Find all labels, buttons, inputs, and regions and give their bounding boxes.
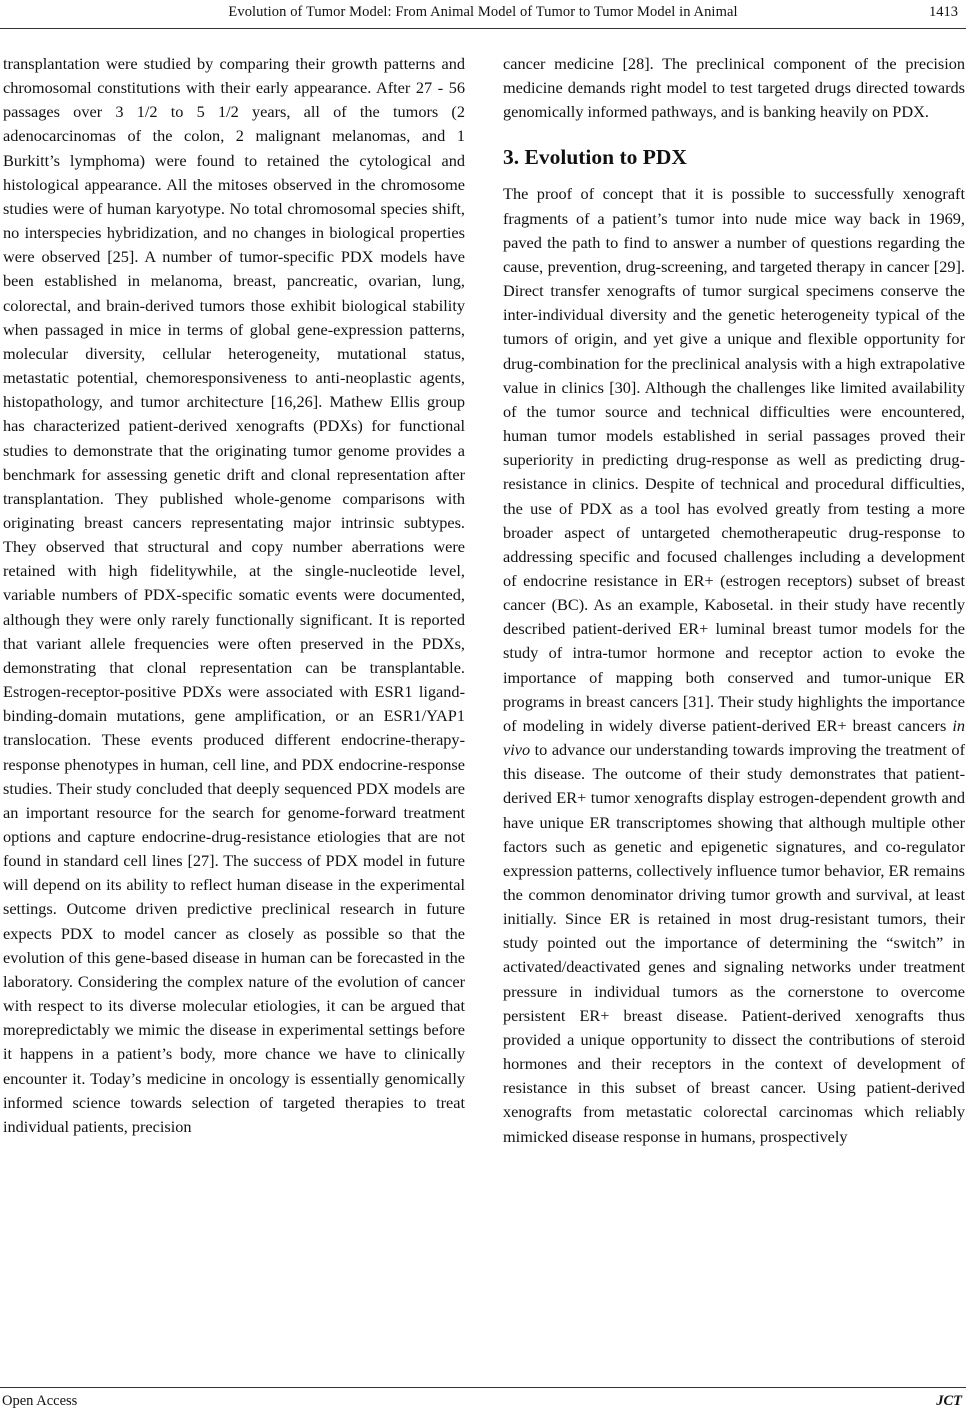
section-paragraph-part2: to advance our understanding towards improving the treatment of this disease. The outcome of their study demonstrates that patient-derived ER+ tumor xenografts display estrogen-dependent growth and have unique ER transcriptomes showing that although multiple other factors such as genetic and epigenetic signatures, and co-regulator expression patterns, collectively influence tumor behavior, ER remains the common denominator driving tumor growth and survival, at least initially. Since ER is retained in most drug-resistant tumors, their study pointed out the importance of determining the “switch” in activated/deactivated genes and signaling networks under treatment pressure in individual tumors as the cornerstone to overcome persistent ER+ breast disease. Patient-derived xenografts thus provided a unique opportunity to dissect the contributions of steroid hormones and their receptors in the context of development of resistance in this subset of breast cancer. Using patient-derived xenografts from metastatic colorectal carcinomas which reliably mimicked disease response in humans, prospectively [503,740,965,1146]
header-rule [0,28,966,29]
running-header [0,0,966,28]
footer-open-access: Open Access [2,1393,78,1409]
footer-journal: JCT [936,1393,962,1409]
right-continuation-paragraph: cancer medicine [28]. The preclinical component of the precision medicine demands right model to test targeted drugs directed towards genomically informed pathways, and is banking heavily on PDX. [503,54,965,122]
left-paragraph: transplantation were studied by comparing their growth patterns and chromosomal constitutions with their early appearance. After 27 - 56 passages over 3 1/2 to 5 1/2 years, all of the tumors (2 adenocarcinomas of the colon, 2 malignant melanomas, and 1 Burkitt’s lymphoma) were found to retained the cytological and histological appearance. All the mitoses observed in the chromosome studies were of human karyotype. No total chromosomal species shift, no interspecies hybridization, and no changes in biological properties were observed [25]. A number of tumor-specific PDX models have been established in melanoma, breast, pancreatic, ovarian, lung, colorectal, and brain-derived tumors those exhibit biological stability when passaged in mice in terms of global gene-expression patterns, molecular diversity, cellular heterogeneity, mutational status, metastatic potential, chemoresponsiveness to anti-neoplastic agents, histopathology, and tumor architecture [16,26]. Mathew Ellis group has characterized patient-derived xenografts (PDXs) for functional studies to demonstrate that the originating tumor genome provides a benchmark for assessing genetic drift and clonal representation after transplantation. They published whole-genome comparisons with originating breast cancers representating major intrinsic subtypes. They observed that structural and copy number aberrations were retained with high fidelitywhile, at the single-nucleotide level, variable numbers of PDX-specific somatic events were documented, although they were only rarely functionally significant. It is reported that variant allele frequencies were often preserved in the PDXs, demonstrating that clonal representation can be transplantable. Estrogen-receptor-positive PDXs were associated with ESR1 ligand-binding-domain mutations, gene amplification, or an ESR1/YAP1 translocation. These events produced different endocrine-therapy-response phenotypes in human, cell line, and PDX endocrine-response studies. Their study concluded that deeply sequenced PDX models are an important resource for the search for genome-forward treatment options and capture endocrine-drug-resistance etiologies that are not found in standard cell lines [27]. The success of PDX model in future will depend on its ability to reflect human disease in the experimental settings. Outcome driven predictive preclinical research in future expects PDX to model cancer as closely as possible so that the evolution of this gene-based disease in human can be forecasted in the laboratory. Considering the complex nature of the evolution of cancer with respect to its diverse molecular etiologies, it can be argued that morepredictably we mimic the disease in experimental settings before it happens in a patient’s body, more chance we have to clinically encounter it. Today’s medicine in oncology is essentially genomically informed science towards selection of targeted therapies to treat individual patients, precision [3,54,465,1136]
section-heading: 3. Evolution to PDX [503,145,687,170]
italic-phrase: in vivo [503,715,966,760]
section-paragraph-part1: The proof of concept that it is possible to successfully xenograft fragments of a patient’s tumor into nude mice way back in 1969, paved the path to find to answer a number of questions regarding the cause, prevention, drug-screening, and targeted therapy in cancer [29]. Direct transfer xenografts of tumor surgical specimens conserve the inter-individual diversity and the genetic heterogeneity typical of the tumors of origin, and yet give a unique and flexible opportunity for drug-combination for the preclinical analysis with a high extrapolative value in clinics [30]. Although the challenges like limited availability of the tumor source and technical difficulties were encountered, human tumor models established in serial passages proved their superiority in predicting drug-response as well as predicting drug-resistance in clinics. Despite of technical and procedural difficulties, the use of PDX as a tool has evolved greatly from testing a more broader aspect of untargeted chemotherapeutic drug-response to addressing specific and focused challenges including a development of endocrine resistance in ER+ (estrogen receptors) subset of breast cancer (BC). As an example, Kabosetal. in their study have recently described patient-derived ER+ luminal breast tumor models for the study of intra-tumor hormone and receptor action to evoke the importance of mapping both conserved and tumor-unique ER programs in breast cancers [31]. Their study highlights the importance of modeling in widely diverse patient-derived ER+ breast cancers [503,184,965,735]
right-column [503,52,965,1149]
running-title: Evolution of Tumor Model: From Animal Model of Tumor to Tumor Model in Animal [228,4,738,20]
page-number: 1413 [929,4,958,20]
section-paragraph [503,182,965,1148]
left-column [3,52,465,1139]
footer-rule [0,1387,966,1388]
